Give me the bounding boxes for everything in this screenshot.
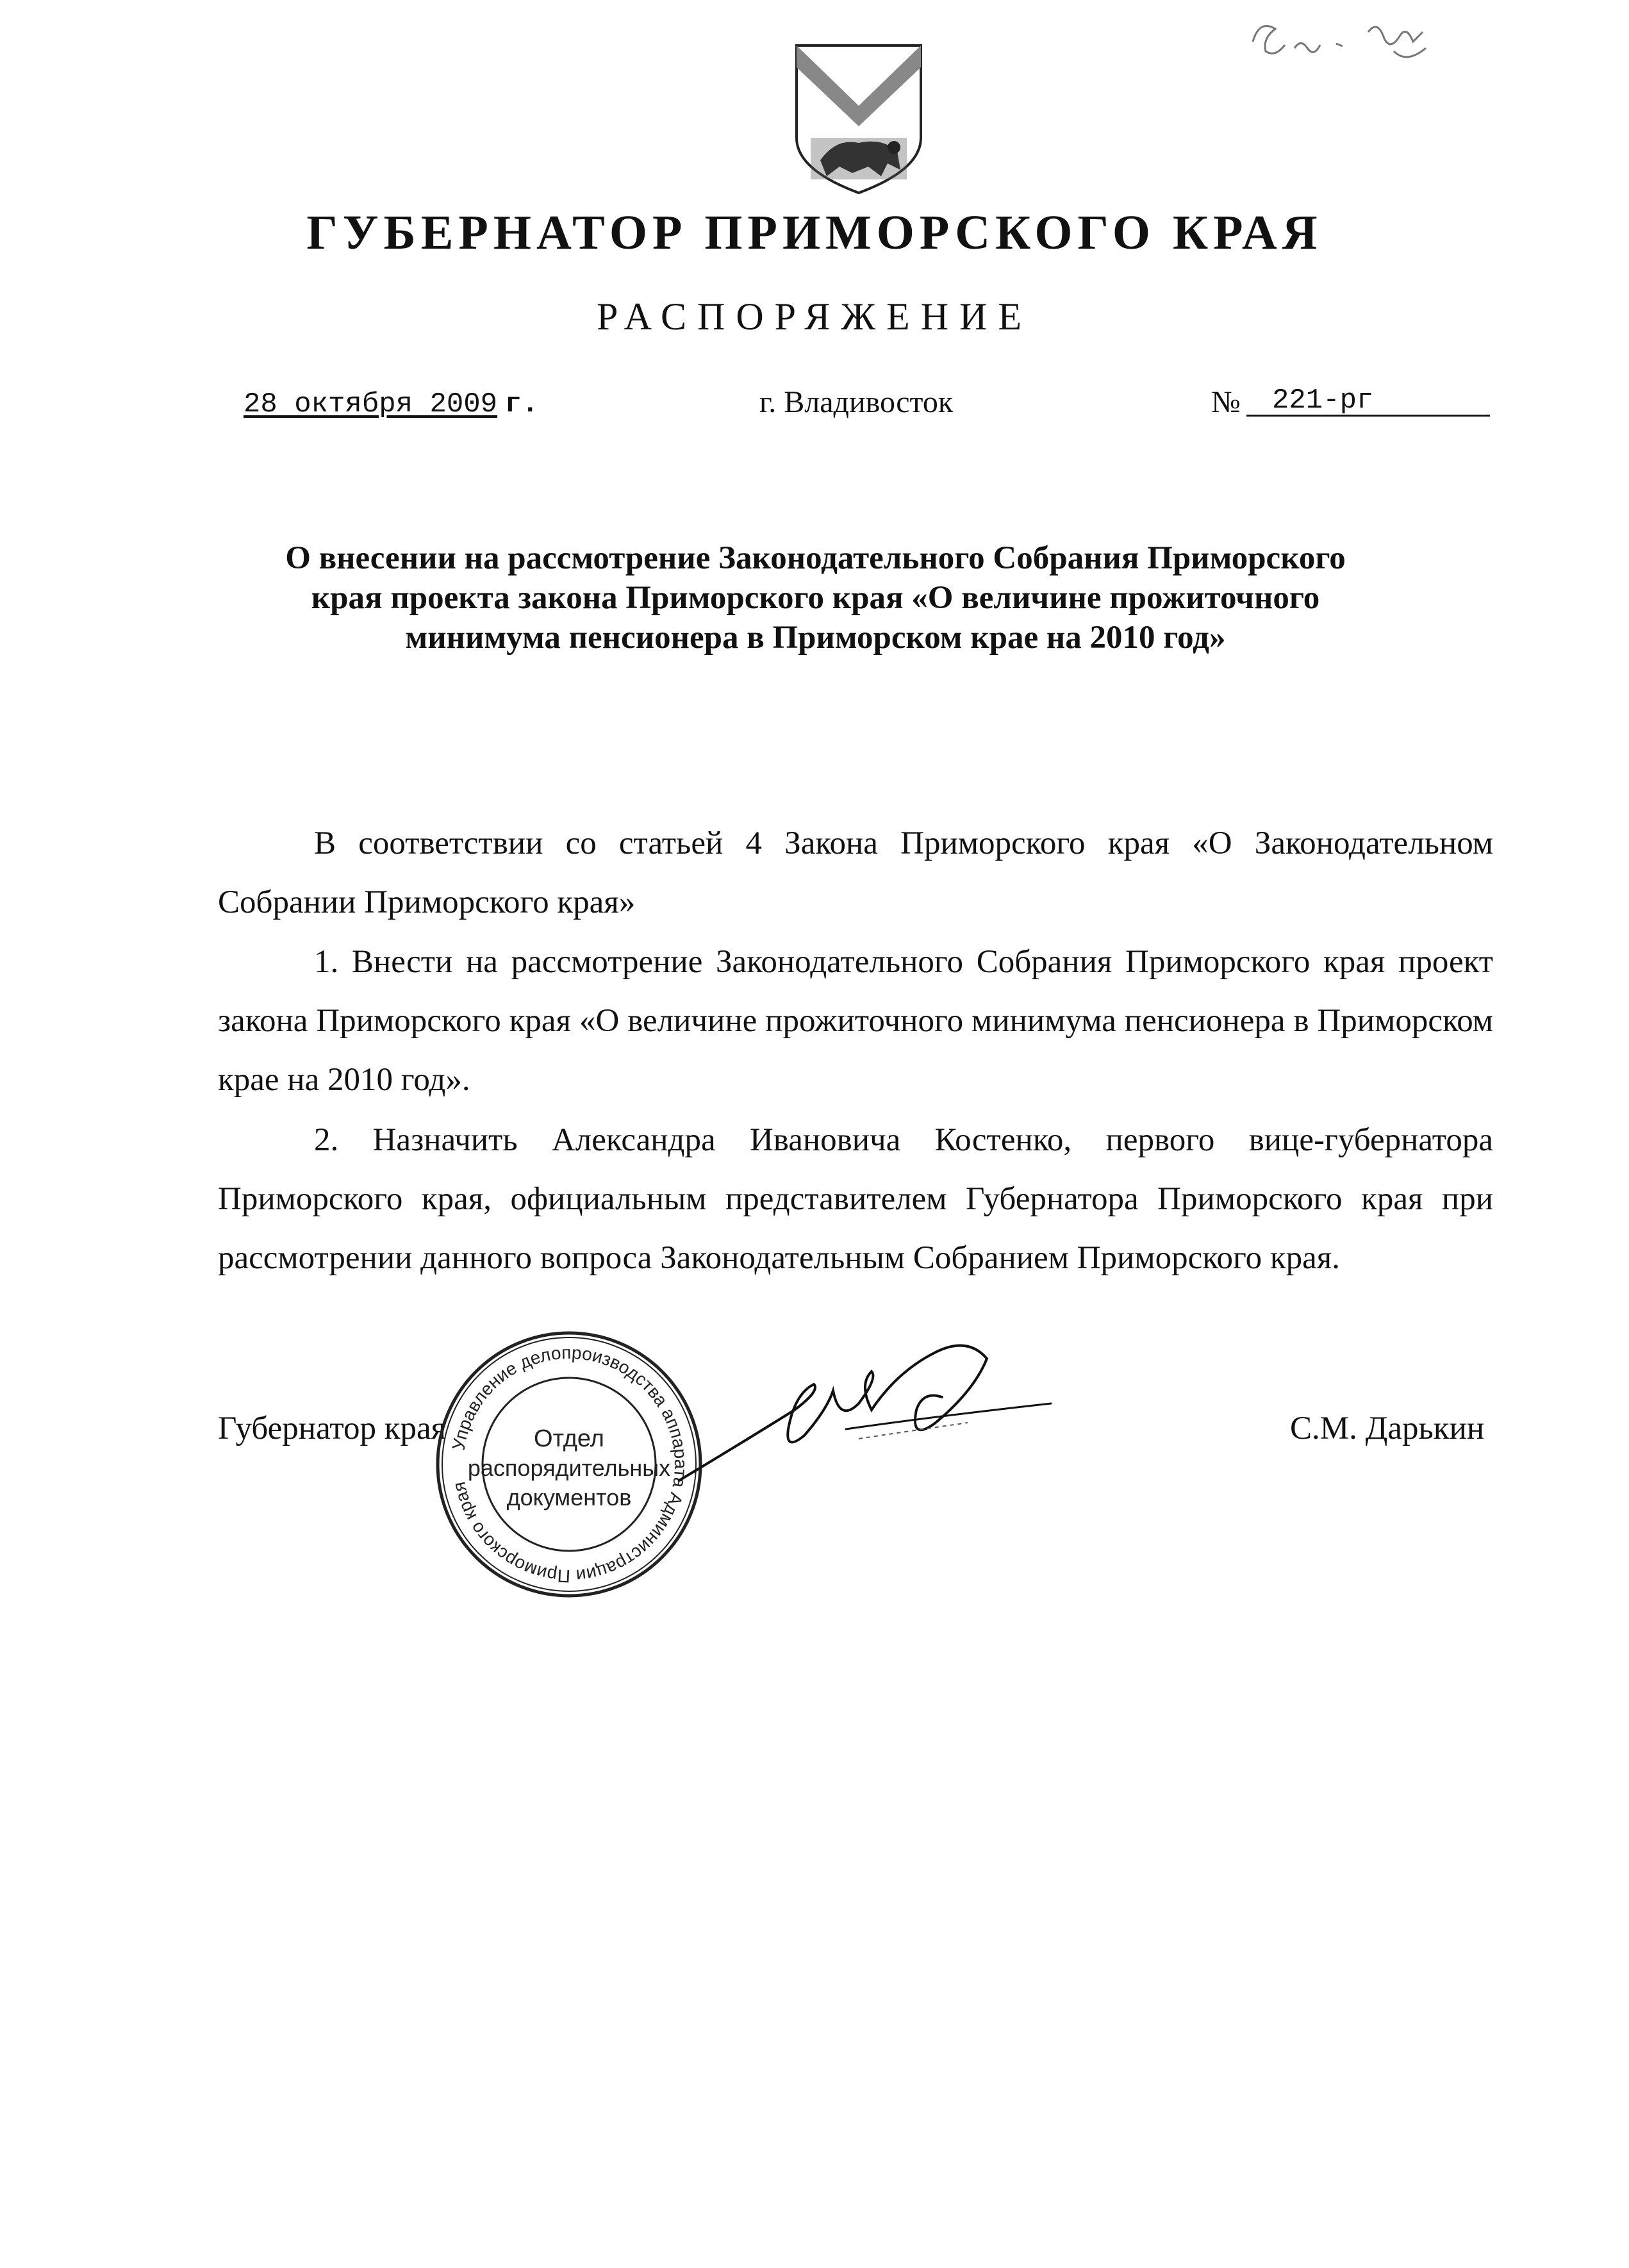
stamp-center-line-3: документов xyxy=(506,1484,632,1511)
paragraph-item-2: 2. Назначить Александра Ивановича Костенко, первого вице-губернатора Приморского края, официальным представителем Губернатора Приморского края при рассмотрении данного вопроса Законодательным Собранием Приморского края. xyxy=(218,1122,1493,1276)
document-date xyxy=(244,385,538,420)
number-label: № xyxy=(1211,385,1241,419)
document-subject: О внесении на рассмотрение Законодательного Собрания Приморского края проекта закона Приморского края «О величине прожиточного минимума пенсионера в Приморском крае на 2010 год» xyxy=(285,540,1346,656)
handwritten-signature xyxy=(666,1333,1077,1500)
paragraph-basis: В соответствии со статьей 4 Закона Приморского края «О Законодательном Собрании Приморского края» xyxy=(218,825,1493,920)
signatory-name: С.М. Дарькин xyxy=(1290,1411,1485,1446)
document-title: ГУБЕРНАТОР ПРИМОРСКОГО КРАЯ xyxy=(306,206,1323,260)
coat-of-arms-emblem xyxy=(791,42,926,195)
paragraph-item-1: 1. Внести на рассмотрение Законодательного Собрания Приморского края проект закона Приморского края «О величине прожиточного минимума пенсионера в Приморском крае на 2010 год». xyxy=(218,944,1493,1098)
stamp-center-line-2: распорядительных xyxy=(467,1455,671,1481)
stamp-center-line-1: Отдел xyxy=(534,1425,604,1452)
signatory-title: Губернатор края xyxy=(218,1411,447,1446)
date-suffix: г. xyxy=(504,388,539,420)
stamp-ring-text: Управление делопроизводства аппарата Администрации Приморского края xyxy=(448,1342,691,1587)
handwritten-note xyxy=(1240,13,1439,77)
document-type: РАСПОРЯЖЕНИЕ xyxy=(596,295,1033,338)
date-value: 28 октября 2009 xyxy=(244,388,498,420)
document-number: 221-рг xyxy=(1246,385,1490,417)
document-city: г. Владивосток xyxy=(759,385,954,419)
